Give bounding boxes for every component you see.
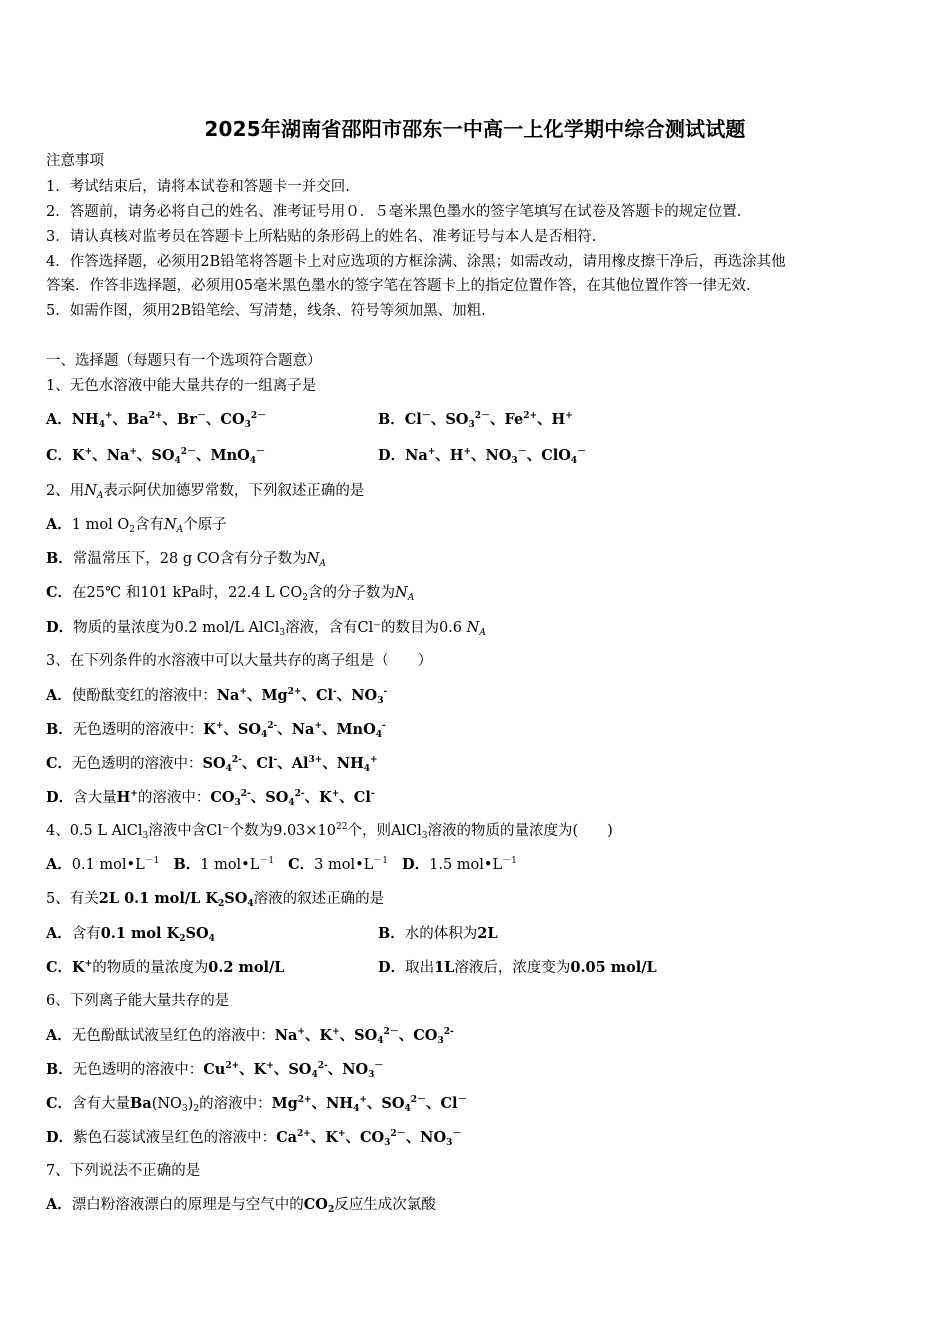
note-3: 3．请认真核对监考员在答题卡上所粘贴的条形码上的姓名、准考证号与本人是否相符.: [46, 229, 597, 245]
question-6-option-a: A．无色酚酞试液呈红色的溶液中：Na+、K+、$SO_4^{2-}$、$CO_3^{2-}$: [46, 1027, 454, 1046]
question-3-option-d: D．含大量H+的溶液中：$CO_3^{2-}$、$SO_4^{2-}$、K+、Cl-: [46, 789, 375, 808]
page-title: 2025年湖南省邵阳市邵东一中高一上化学期中综合测试试题: [204, 117, 746, 141]
question-5-stem: 5、有关2L 0.1 mol/L $K_2SO_4$溶液的叙述正确的是: [46, 890, 385, 909]
question-1-option-a: A．$NH_4^+$、$Ba^{2+}$、Br－、$CO_3^{2-}$: [46, 411, 267, 430]
question-2-option-c: C．在25℃ 和101 kPa时，22.4 L $CO_2$含的分子数为$N_A$: [46, 584, 415, 603]
question-6-option-d: D．紫色石蕊试液呈红色的溶液中：$Ca^{2+}$、K+、$CO_3^{2-}$、$NO_3^-$: [46, 1129, 462, 1148]
section-heading: 一、选择题（每题只有一个选项符合题意）: [46, 353, 322, 369]
question-4-option-a: A．0.1 $mol•L^{-1}$: [46, 856, 160, 873]
question-4-option-b: B．1 $mol•L^{-1}$: [173, 856, 275, 873]
notes-heading: 注意事项: [46, 153, 104, 169]
question-5-option-b: B．水的体积为2L: [378, 925, 498, 942]
question-2-option-b: B．常温常压下，28 g CO含有分子数为$N_A$: [46, 550, 326, 569]
question-1-option-c: C．K+、Na+、$SO_4^{2-}$、MnO$_4$－: [46, 447, 266, 466]
question-4-option-c: C．3 $mol•L^{-1}$: [288, 856, 389, 873]
question-4-option-d: D．1.5 $mol•L^{-1}$: [402, 856, 517, 873]
question-3-option-c: C．无色透明的溶液中：$SO_4^{2-}$、Cl-、$Al^{3+}$、$NH_4^+$: [46, 755, 378, 774]
question-6-option-b: B．无色透明的溶液中：$Cu^{2+}$、K+、$SO_4^{2-}$、$NO_3^-$: [46, 1061, 384, 1080]
question-7-stem: 7、下列说法不正确的是: [46, 1163, 201, 1179]
question-2-option-d: D．物质的量浓度为0.2 mol/L AlCl$_3$溶液，含有Cl⁻的数目为0.6 $N_A$: [46, 619, 486, 638]
question-1-option-b: B．Cl－、$SO_3^{2-}$、$Fe^{2+}$、H+: [378, 411, 573, 430]
note-4: 4．作答选择题，必须用2B铅笔将答题卡上对应选项的方框涂满、涂黑；如需改动，请用橡皮擦干净后，再选涂其他: [46, 254, 786, 270]
question-5-option-d: D．取出1L溶液后，浓度变为0.05 mol/L: [378, 959, 657, 976]
question-7-option-a: A．漂白粉溶液漂白的原理是与空气中的$CO_2$反应生成次氯酸: [46, 1196, 436, 1215]
question-1-stem: 1、无色水溶液中能大量共存的一组离子是: [46, 378, 317, 394]
question-3-option-a: A．使酚酞变红的溶液中：Na+、$Mg^{2+}$、Cl-、$NO_3^-$: [46, 687, 388, 706]
question-3-option-b: B．无色透明的溶液中：K+、$SO_4^{2-}$、Na+、MnO$_4$-: [46, 721, 386, 740]
question-3-stem: 3、在下列条件的水溶液中可以大量共存的离子组是（ ）: [46, 653, 433, 669]
note-1: 1．考试结束后，请将本试卷和答题卡一并交回.: [46, 179, 350, 195]
note-4-cont: 答案．作答非选择题，必须用05毫米黑色墨水的签字笔在答题卡上的指定位置作答，在其他位置作答一律无效.: [46, 278, 751, 294]
question-5-option-a: A．含有0.1 mol $K_2SO_4$: [46, 925, 215, 944]
note-5: 5．如需作图，须用2B铅笔绘、写清楚，线条、符号等须加黑、加粗.: [46, 303, 486, 319]
question-1-option-d: D．Na+、H+、$NO_3^-$、ClO$_4$－: [378, 447, 587, 466]
question-4-options: [46, 855, 531, 875]
question-2-stem: 2、用$N_A$表示阿伏加德罗常数，下列叙述正确的是: [46, 483, 365, 501]
question-5-option-c: C．K+的物质的量浓度为0.2 mol/L: [46, 959, 285, 976]
question-6-option-c: C．含有大量$Ba(NO_3)_2$的溶液中：$Mg^{2+}$、$NH_4^+$、$SO_4^{2-}$、Cl－: [46, 1095, 467, 1114]
question-4-stem: 4、0.5 L AlCl$_3$溶液中含Cl⁻个数为$9.03\times 10^{22}$个，则AlCl$_3$溶液的物质的量浓度为( ): [46, 822, 613, 841]
note-2: 2．答题前，请务必将自己的姓名、准考证号用０．５毫米黑色墨水的签字笔填写在试卷及答题卡的规定位置.: [46, 204, 742, 220]
question-6-stem: 6、下列离子能大量共存的是: [46, 993, 230, 1009]
question-2-option-a: A．1 mol $O_2$含有$N_A$个原子: [46, 516, 227, 535]
